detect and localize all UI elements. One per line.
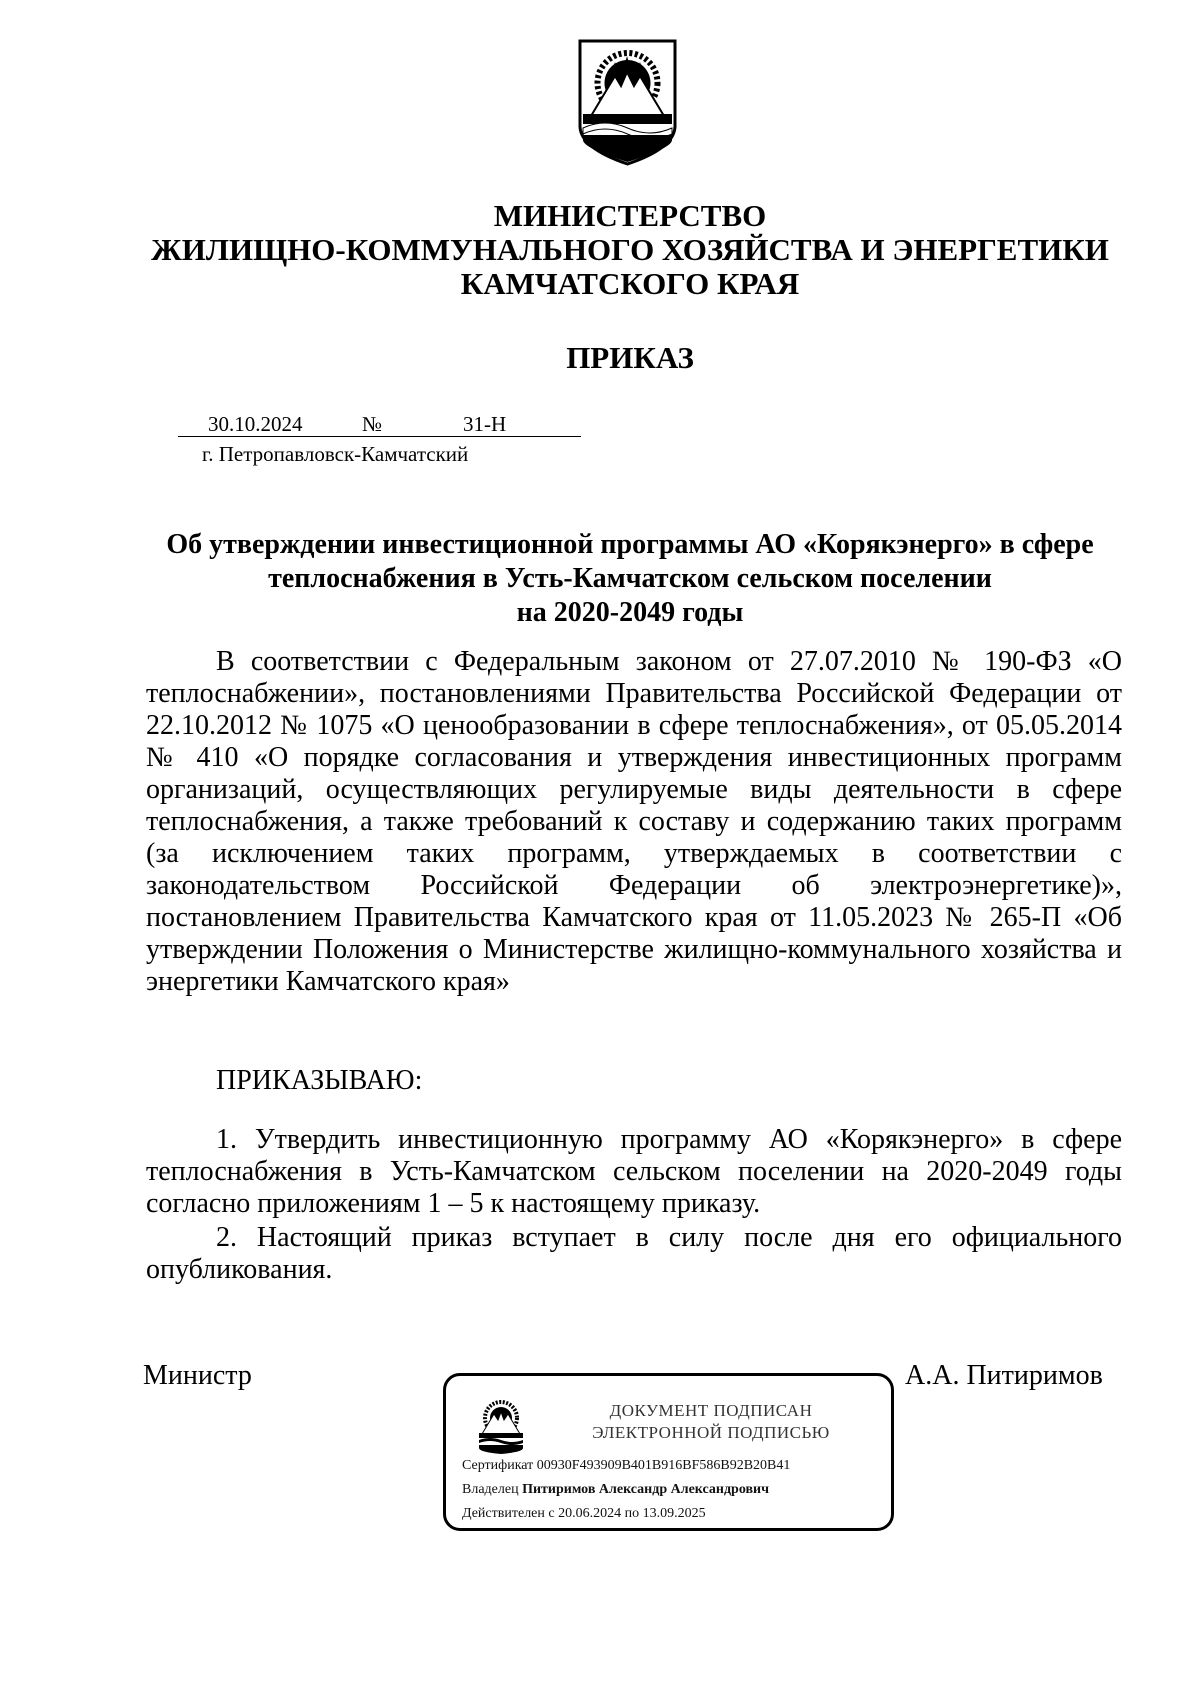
stamp-validity-row (462, 1506, 706, 1522)
stamp-title (546, 1400, 876, 1444)
electronic-signature-stamp (443, 1373, 894, 1531)
validity-from-prefix: с (548, 1506, 555, 1521)
signatory-position: Министр (143, 1360, 252, 1391)
ministry-name-line3: КАМЧАТСКОГО КРАЯ (460, 266, 800, 301)
owner-value: Питиримов Александр Александрович (522, 1482, 769, 1497)
order-subject (130, 528, 1130, 630)
order-number-sign: № (362, 412, 383, 436)
stamp-owner-row (462, 1482, 769, 1498)
stamp-title-line2: ЭЛЕКТРОННОЙ ПОДПИСЬЮ (592, 1423, 830, 1442)
validity-to-prefix: по (624, 1506, 640, 1521)
stamp-emblem-icon (476, 1398, 526, 1454)
order-directive-word: ПРИКАЗЫВАЮ: (216, 1065, 423, 1096)
signatory-name: А.А. Питиримов (905, 1360, 1103, 1391)
subject-line1: Об утверждении инвестиционной программы АО «Корякэнерго» в сфере (166, 529, 1094, 560)
validity-from: 20.06.2024 (558, 1506, 622, 1521)
meta-underline (178, 436, 581, 437)
ministry-header (0, 199, 1200, 301)
stamp-certificate-row (462, 1458, 790, 1474)
order-item-2: 2. Настоящий приказ вступает в силу после дня его официального опубликования. (146, 1222, 1122, 1285)
subject-line2: теплоснабжения в Усть-Камчатском сельском поселении (268, 563, 992, 594)
order-item-1: 1. Утвердить инвестиционную программу АО «Корякэнерго» в сфере теплоснабжения в Усть-Камчатском сельском поселении на 2020-2049 годы согласно приложениям 1 – 5 к настоящему приказу. (146, 1124, 1122, 1219)
order-date: 30.10.2024 (208, 412, 303, 436)
ministry-name-line2: ЖИЛИЩНО-КОММУНАЛЬНОГО ХОЗЯЙСТВА И ЭНЕРГЕТИКИ (151, 232, 1109, 267)
subject-line3: на 2020-2049 годы (516, 597, 744, 628)
certificate-label: Сертификат (462, 1458, 534, 1473)
kamchatka-coat-of-arms-emblem (577, 38, 678, 166)
document-type-title: ПРИКАЗ (566, 340, 694, 375)
order-number: 31-Н (463, 412, 507, 436)
preamble-paragraph: В соответствии с Федеральным законом от 27.07.2010 № 190-ФЗ «О теплоснабжении», постановлениями Правительства Российской Федерации от 22.10.2012 № 1075 «О ценообразовании в сфере теплоснабжения», от 05.05.2014 № 410 «О порядке согласования и утверждения инвестиционных программ организаций, осуществляющих регулируемые виды деятельности в сфере теплоснабжения, а также требований к составу и содержанию таких программ (за исключением таких программ, утверждаемых в соответствии с законодательством Российской Федерации об электроэнергетике)», постановлением Правительства Камчатского края от 11.05.2023 № 265-П «Об утверждении Положения о Министерстве жилищно-коммунального хозяйства и энергетики Камчатского края» (146, 646, 1122, 997)
owner-label: Владелец (462, 1482, 519, 1497)
certificate-value: 00930F493909B401B916BF586B92B20B41 (536, 1458, 791, 1473)
stamp-title-line1: ДОКУМЕНТ ПОДПИСАН (609, 1401, 813, 1420)
order-city: г. Петропавловск-Камчатский (202, 442, 469, 466)
ministry-name-line1: МИНИСТЕРСТВО (493, 198, 767, 233)
validity-label: Действителен (462, 1506, 545, 1521)
validity-to: 13.09.2025 (642, 1506, 706, 1521)
